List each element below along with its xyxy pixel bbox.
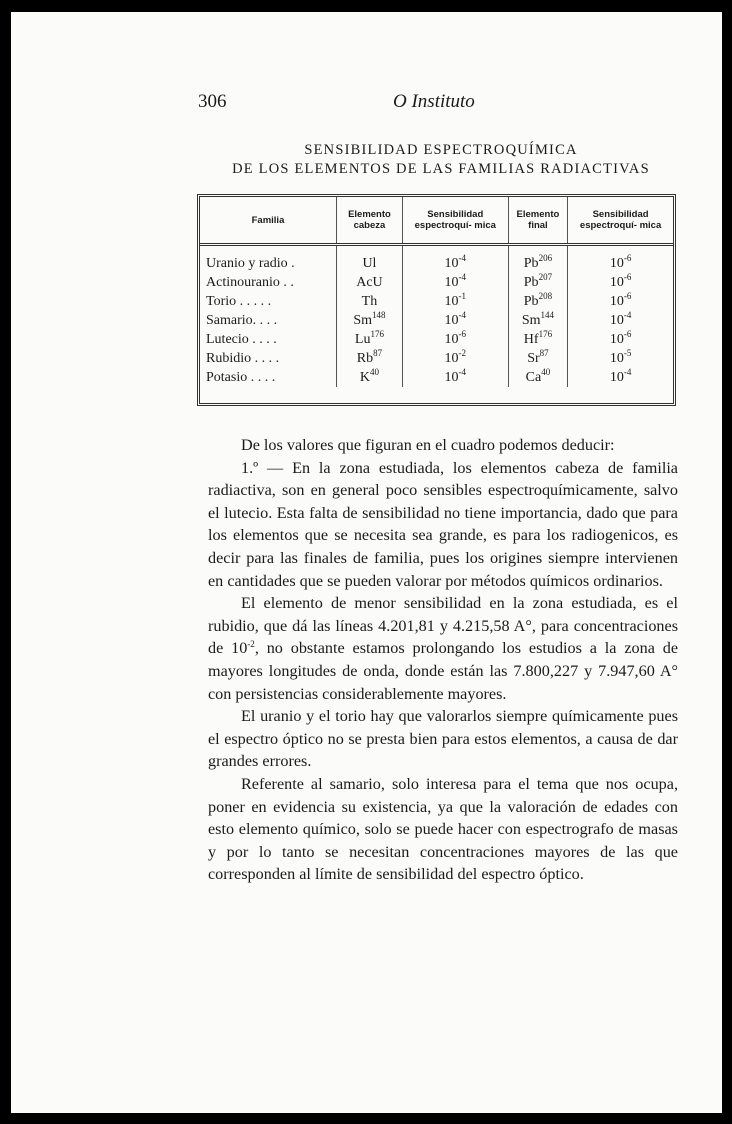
cell-sensibilidad-final-value: 10 [609, 332, 624, 347]
paragraph-text: El elemento de menor sensibilidad en la zona estudiada, es el rubidio, que dá las líneas 4.201,81 y 4.215,58 A°, para concentraciones de 10 [208, 594, 678, 658]
cell-sensibilidad-cabeza-superscript: -4 [458, 310, 467, 320]
cell-elemento-cabeza-superscript: 87 [373, 348, 383, 358]
column-header-sensibilidad-cabeza: Sensibilidad espectroquí- mica [402, 197, 508, 245]
cell-sensibilidad-cabeza-superscript: -1 [458, 291, 467, 301]
table-row [200, 349, 673, 368]
paragraph [208, 592, 678, 705]
cell-familia-value: Uranio y radio . [206, 256, 295, 271]
table-header-row [200, 197, 673, 245]
table-body [200, 245, 673, 388]
cell-elemento-cabeza-value: Ul [362, 256, 377, 271]
cell-familia [200, 245, 337, 274]
cell-sensibilidad-final-value: 10 [609, 370, 624, 385]
cell-familia [200, 368, 337, 387]
cell-sensibilidad-final-value: 10 [609, 351, 624, 366]
cell-elemento-final [508, 273, 567, 292]
cell-elemento-final [508, 330, 567, 349]
sensitivity-table-frame [197, 194, 676, 406]
paragraph: 1.º — En la zona estudiada, los elementos cabeza de familia radiactiva, son en general poco sensibles espectroquímicamente, salvo el lutecio. Esta falta de sensibilidad no tiene importancia, dado que para los elementos que se necesita sea grande, es para los radiogenicos, es decir para las finales de familia, pues los origines siempre intervienen en cantidades que se pueden valorar por métodos químicos ordinarios. [208, 458, 678, 590]
cell-elemento-final-value: Pb [523, 275, 539, 290]
cell-elemento-final-value: Sr [527, 351, 540, 366]
cell-sensibilidad-cabeza-value: 10 [444, 256, 459, 271]
cell-elemento-final [508, 349, 567, 368]
table-row [200, 311, 673, 330]
cell-elemento-final-superscript: 208 [538, 291, 553, 301]
column-header-elemento-final: Elemento final [508, 197, 567, 245]
cell-elemento-final-superscript: 176 [538, 329, 553, 339]
cell-elemento-final-superscript: 207 [538, 272, 553, 282]
cell-elemento-cabeza [337, 273, 403, 292]
table-row [200, 330, 673, 349]
cell-sensibilidad-final [568, 292, 673, 311]
cell-elemento-cabeza-superscript: 148 [372, 310, 386, 320]
cell-elemento-final [508, 245, 567, 274]
cell-familia-value: Samario. . . . [206, 313, 278, 328]
cell-elemento-cabeza-value: Lu [354, 332, 371, 347]
cell-sensibilidad-final [568, 273, 673, 292]
paragraph-text: , no obstante estamos prolongando los estudios a la zona de mayores longitudes de onda, donde están las 7.800,227 y 7.947,60 A° con persistencias considerablemente mayores. [208, 639, 678, 703]
cell-familia [200, 273, 337, 292]
body-text [208, 434, 678, 886]
cell-elemento-cabeza-superscript: 40 [370, 367, 379, 377]
table-row [200, 368, 673, 387]
page-number: 306 [198, 91, 227, 112]
cell-sensibilidad-final-superscript: -6 [623, 291, 632, 301]
cell-familia-value: Actinouranio . . [206, 275, 294, 290]
cell-familia-value: Potasio . . . . [206, 370, 276, 385]
cell-sensibilidad-final-superscript: -6 [623, 272, 632, 282]
cell-elemento-cabeza [337, 368, 403, 387]
table-row [200, 245, 673, 274]
cell-familia [200, 349, 337, 368]
sensitivity-table [200, 197, 673, 387]
cell-sensibilidad-final-value: 10 [609, 275, 624, 290]
cell-sensibilidad-final-superscript: -4 [623, 310, 632, 320]
cell-elemento-cabeza [337, 292, 403, 311]
cell-sensibilidad-final [568, 311, 673, 330]
cell-familia [200, 292, 337, 311]
cell-sensibilidad-cabeza [402, 311, 508, 330]
exponent: -2 [247, 639, 255, 650]
running-title: O Instituto [393, 91, 475, 112]
cell-elemento-final-superscript: 40 [541, 367, 551, 377]
paragraph: De los valores que figuran en el cuadro podemos deducir: [241, 436, 615, 454]
cell-elemento-cabeza-value: Rb [356, 351, 374, 366]
cell-familia [200, 311, 337, 330]
cell-sensibilidad-final-superscript: -5 [623, 348, 632, 358]
cell-elemento-final-superscript: 87 [539, 348, 549, 358]
cell-sensibilidad-cabeza-value: 10 [444, 275, 459, 290]
table-row [200, 292, 673, 311]
cell-sensibilidad-cabeza-value: 10 [444, 370, 459, 385]
cell-elemento-final [508, 368, 567, 387]
cell-elemento-cabeza [337, 349, 403, 368]
cell-sensibilidad-final [568, 349, 673, 368]
cell-sensibilidad-cabeza [402, 330, 508, 349]
book-page [11, 12, 722, 1113]
cell-elemento-final-value: Pb [523, 256, 539, 271]
cell-elemento-cabeza-value: Th [361, 294, 378, 309]
cell-sensibilidad-cabeza-value: 10 [444, 313, 459, 328]
cell-sensibilidad-cabeza-value: 10 [444, 332, 459, 347]
page-header [198, 91, 548, 115]
cell-sensibilidad-cabeza [402, 292, 508, 311]
cell-sensibilidad-cabeza-value: 10 [444, 294, 459, 309]
cell-familia-value: Lutecio . . . . [206, 332, 277, 347]
cell-elemento-final [508, 311, 567, 330]
cell-sensibilidad-cabeza-superscript: -4 [458, 272, 467, 282]
cell-sensibilidad-cabeza-value: 10 [444, 351, 459, 366]
cell-sensibilidad-cabeza-superscript: -4 [458, 253, 467, 263]
cell-sensibilidad-final-value: 10 [609, 294, 624, 309]
table-title [161, 141, 721, 179]
column-header-elemento-cabeza: Elemento cabeza [337, 197, 403, 245]
cell-elemento-final-superscript: 206 [538, 253, 553, 263]
cell-elemento-cabeza [337, 330, 403, 349]
cell-sensibilidad-final-superscript: -4 [623, 367, 632, 377]
cell-familia-value: Torio . . . . . [206, 294, 272, 309]
cell-sensibilidad-cabeza [402, 245, 508, 274]
cell-sensibilidad-final [568, 330, 673, 349]
paragraph: El uranio y el torio hay que valorarlos siempre químicamente pues el espectro óptico no se presta bien para estos elementos, a causa de dar grandes errores. [208, 707, 678, 771]
cell-elemento-cabeza-value: Sm [353, 313, 373, 328]
cell-sensibilidad-cabeza [402, 349, 508, 368]
cell-sensibilidad-cabeza [402, 273, 508, 292]
cell-sensibilidad-final-superscript: -6 [623, 329, 632, 339]
cell-elemento-cabeza-value: AcU [356, 275, 383, 290]
cell-sensibilidad-cabeza [402, 368, 508, 387]
cell-sensibilidad-cabeza-superscript: -4 [458, 367, 467, 377]
paragraph: Referente al samario, solo interesa para el tema que nos ocupa, poner en evidencia su existencia, ya que la valoración de edades con esto elemento químico, solo se puede hacer con espectrografo de masas y por lo tanto se necesitan concentraciones mayores de las que corresponden al límite de sensibilidad del espectro óptico. [208, 774, 678, 884]
column-header-sensibilidad-final: Sensibilidad espectroquí- mica [568, 197, 673, 245]
cell-elemento-final-value: Hf [523, 332, 539, 347]
table-title-line1: SENSIBILIDAD ESPECTROQUÍMICA [304, 142, 578, 158]
cell-familia [200, 330, 337, 349]
cell-sensibilidad-cabeza-superscript: -6 [458, 329, 467, 339]
cell-sensibilidad-final-superscript: -6 [623, 253, 632, 263]
cell-elemento-cabeza [337, 245, 403, 274]
cell-elemento-cabeza-value: K [359, 370, 370, 385]
table-row [200, 273, 673, 292]
cell-elemento-final [508, 292, 567, 311]
cell-sensibilidad-final [568, 368, 673, 387]
cell-elemento-final-value: Ca [525, 370, 542, 385]
cell-elemento-final-value: Pb [523, 294, 539, 309]
cell-sensibilidad-final-value: 10 [609, 313, 624, 328]
table-title-line2: DE LOS ELEMENTOS DE LAS FAMILIAS RADIACTIVAS [232, 161, 650, 177]
cell-sensibilidad-final [568, 245, 673, 274]
cell-elemento-final-superscript: 144 [540, 310, 555, 320]
cell-sensibilidad-final-value: 10 [609, 256, 624, 271]
cell-sensibilidad-cabeza-superscript: -2 [458, 348, 467, 358]
cell-familia-value: Rubidio . . . . [206, 351, 280, 366]
cell-elemento-cabeza [337, 311, 403, 330]
cell-elemento-final-value: Sm [521, 313, 541, 328]
cell-elemento-cabeza-superscript: 176 [370, 329, 384, 339]
column-header-familia: Familia [200, 197, 337, 245]
